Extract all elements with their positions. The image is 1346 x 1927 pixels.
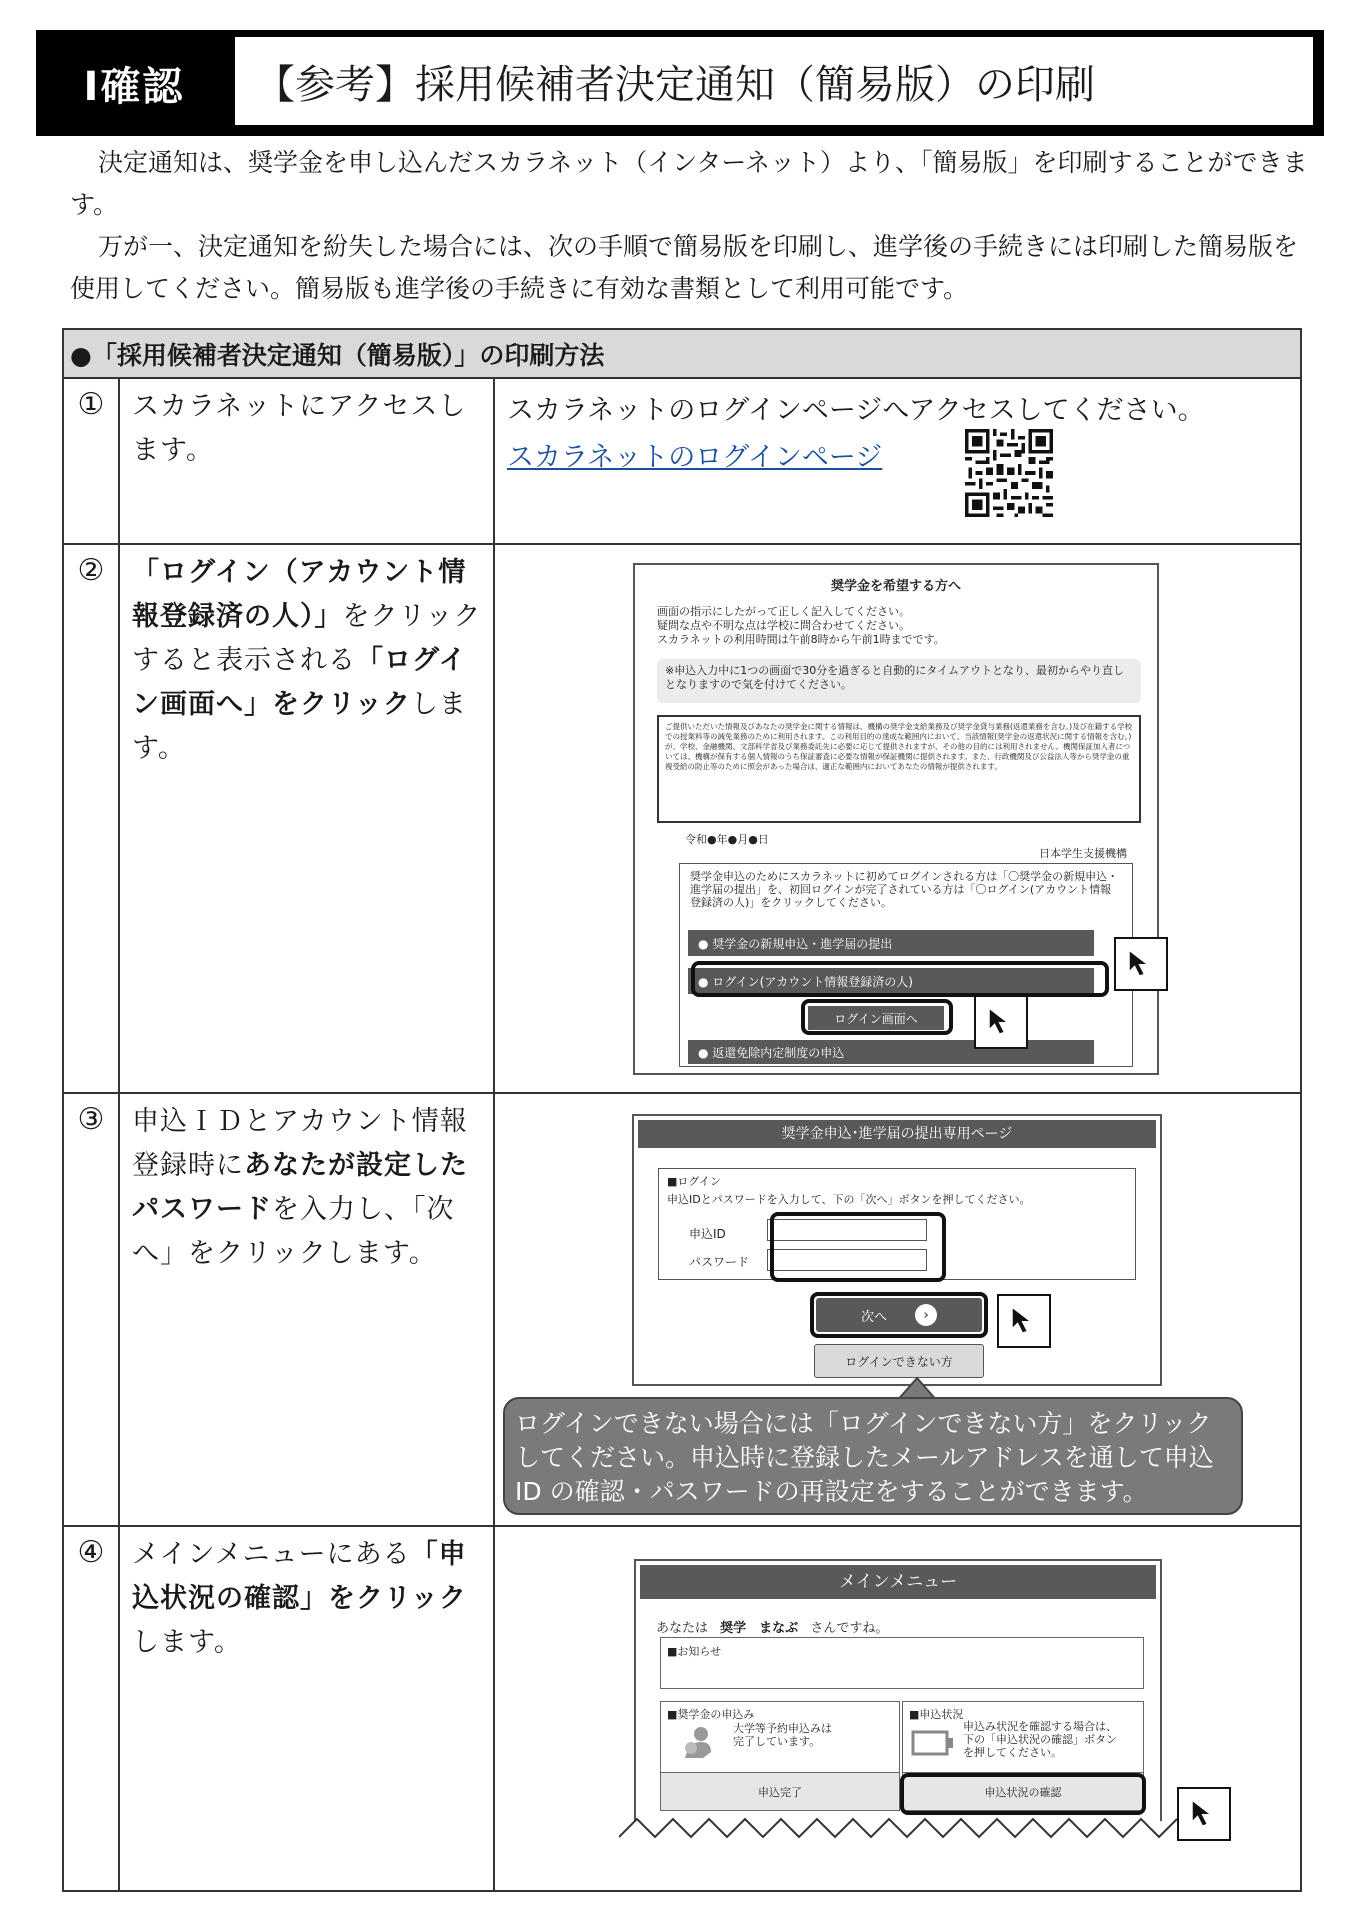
screen-instructions: 画面の指示にしたがって正しく記入してください。 疑問な点や不明な点は学校に問合わせてください。 スカラネットの利用時間は午前8時から午前1時までです。 bbox=[657, 605, 945, 646]
application-complete-button[interactable]: 申込完了 bbox=[661, 1772, 899, 1810]
user-icon bbox=[679, 1724, 715, 1760]
highlight-next-button bbox=[810, 1292, 988, 1338]
greeting-prefix: あなたは bbox=[656, 1621, 709, 1636]
step-text: を入力し、「次へ」をクリックします。 bbox=[132, 1194, 455, 1269]
step-content bbox=[495, 545, 1300, 1092]
highlight-login-option bbox=[691, 961, 1109, 997]
cursor-icon bbox=[1177, 1787, 1231, 1841]
section-tag: Ⅰ確認 bbox=[83, 63, 185, 110]
step-content bbox=[495, 1094, 1300, 1525]
user-greeting bbox=[656, 1617, 888, 1636]
step-description bbox=[120, 1527, 495, 1890]
step-description bbox=[120, 1094, 495, 1525]
torn-edge-wave bbox=[619, 1809, 1179, 1845]
greeting-suffix: さんですね。 bbox=[810, 1621, 889, 1636]
status-help-text: 申込み状況を確認する場合は、 下の「申込状況の確認」ボタン を押してください。 bbox=[963, 1720, 1117, 1759]
news-panel bbox=[660, 1637, 1144, 1689]
step-text: メインメニューにある bbox=[132, 1539, 411, 1570]
page-title: 【参考】採用候補者決定通知（簡易版）の印刷 bbox=[232, 34, 1316, 128]
access-instruction: スカラネットのログインページへアクセスしてください。 bbox=[507, 395, 1205, 426]
table-heading: ●「採用候補者決定通知（簡易版）」の印刷方法 bbox=[64, 330, 1300, 379]
cursor-icon bbox=[1114, 937, 1168, 991]
login-guide: 奨学金申込のためにスカラネットに初めてログインされる方は「〇奨学金の新規申込・進学届の提出」を、初回ログインが完了されている方は「〇ログイン(アカウント情報登録済の人)」をクリックしてください。 bbox=[690, 870, 1119, 909]
arrow-pointer-icon bbox=[1189, 1799, 1219, 1829]
next-label: 次へ bbox=[860, 1309, 887, 1325]
step-text: 申込ＩＤとアカウント情報登録時に bbox=[132, 1106, 468, 1181]
privacy-notice: ご提供いただいた情報及びあなたの奨学金に関する情報は、機構の奨学金支給業務及び奨学金貸与業務(返還業務を含む。)及び在籍する学校での授業料等の減免業務のために利用されます。この利用目的の達成な範囲内において、当該情報(奨学金の返還状況に関する情報を含む。)が、学校、金融機関、文部科学省及び業務委託先に必要に応じて提供されますが、その他の目的には利用されません。機関保証加入者については、機構が保有する個人情報のうち保証審査に必要な情報が保証機関に提供されます。また、行政機関及び公益法人等から奨学金の重複受給の防止等のために照会があった場合は、適正な範囲内においてあなたの情報が提供されます。 bbox=[657, 715, 1141, 823]
step-number: ③ bbox=[64, 1094, 120, 1525]
step-text: をクリックすると表示される bbox=[132, 601, 482, 676]
step-description: スカラネットにアクセスします。 bbox=[120, 379, 495, 543]
step-emphasis: 「申込状況の確認」をクリック bbox=[132, 1539, 467, 1614]
step-row-1 bbox=[64, 379, 1300, 545]
arrow-pointer-icon bbox=[1126, 949, 1156, 979]
step-number: ④ bbox=[64, 1527, 120, 1890]
page-header bbox=[36, 30, 1324, 136]
user-name: 奨学 まなぶ bbox=[720, 1621, 799, 1636]
step-text: します。 bbox=[132, 1627, 242, 1658]
screen-title: 奨学金申込･進学届の提出専用ページ bbox=[638, 1120, 1156, 1148]
account-login-option[interactable]: ● ログイン(アカウント情報登録済の人) bbox=[688, 968, 1094, 994]
screen-title: 奨学金を希望する方へ bbox=[830, 579, 961, 594]
step-text: します。 bbox=[132, 689, 467, 764]
application-title: ■奨学金の申込み bbox=[667, 1708, 755, 1721]
main-menu-screen bbox=[634, 1559, 1162, 1821]
step-emphasis: 「ログイン画面へ」をクリック bbox=[132, 645, 467, 720]
scholarship-intro-screen bbox=[633, 563, 1159, 1075]
login-instruction: 申込IDとパスワードを入力して、下の「次へ」ボタンを押してください。 bbox=[667, 1193, 1031, 1206]
intro-paragraph-2: 万が一、決定通知を紛失した場合には、次の手順で簡易版を印刷し、進学後の手続きには印刷した簡易版を使用してください。簡易版も進学後の手続きに有効な書類として利用可能です。 bbox=[70, 232, 1299, 303]
application-status-text: 大学等予約申込みは 完了しています。 bbox=[733, 1722, 832, 1748]
step-description bbox=[120, 545, 495, 1092]
id-label: 申込ID bbox=[689, 1227, 726, 1241]
check-status-button[interactable]: 申込状況の確認 bbox=[903, 1772, 1143, 1810]
step-number: ① bbox=[64, 379, 120, 543]
intro-paragraph-1: 決定通知は、奨学金を申し込んだスカラネット（インターネット）より、「簡易版」を印刷することができます。 bbox=[70, 148, 1308, 219]
highlight-login-button bbox=[801, 999, 953, 1035]
login-page-link[interactable]: スカラネットのログインページ bbox=[507, 442, 883, 473]
step-row-3 bbox=[64, 1094, 1300, 1527]
news-label: ■お知らせ bbox=[667, 1645, 722, 1658]
chevron-right-icon: › bbox=[915, 1304, 937, 1326]
step-number: ② bbox=[64, 545, 120, 1092]
cursor-icon bbox=[974, 995, 1028, 1049]
organization-name: 日本学生支援機構 bbox=[1039, 847, 1127, 860]
new-application-option[interactable]: ● 奨学金の新規申込・進学届の提出 bbox=[688, 930, 1094, 956]
login-screen-button[interactable]: ログイン画面へ bbox=[808, 1006, 944, 1030]
step-emphasis: 「ログイン（アカウント情報登録済の人）」 bbox=[132, 557, 467, 632]
qr-code-icon bbox=[965, 429, 1053, 517]
intro-text bbox=[70, 142, 1320, 310]
arrow-pointer-icon bbox=[1009, 1306, 1039, 1336]
exemption-option[interactable]: ● 返還免除内定制度の申込 bbox=[688, 1040, 1094, 1064]
timeout-note: ※申込入力中に1つの画面で30分を過ぎると自動的にタイムアウトとなり、最初からやり直しとなりますので気を付けてください。 bbox=[657, 659, 1141, 703]
laptop-icon bbox=[911, 1730, 955, 1758]
step-row-4 bbox=[64, 1527, 1300, 1890]
help-bubble: ログインできない場合には「ログインできない方」をクリックしてください。申込時に登録したメールアドレスを通して申込 ID の確認・パスワードの再設定をすることができます。 bbox=[503, 1397, 1243, 1515]
status-title: ■申込状況 bbox=[909, 1708, 964, 1721]
screen-title: メインメニュー bbox=[640, 1565, 1156, 1599]
login-screen bbox=[632, 1114, 1162, 1386]
highlight-credentials bbox=[770, 1212, 946, 1282]
application-panel bbox=[660, 1701, 900, 1811]
step-row-2 bbox=[64, 545, 1300, 1094]
password-label: パスワード bbox=[689, 1255, 750, 1269]
step-content bbox=[495, 379, 1300, 543]
steps-table bbox=[62, 328, 1302, 1892]
section-label: ■ログイン bbox=[667, 1175, 721, 1188]
cannot-login-button[interactable]: ログインできない方 bbox=[814, 1344, 984, 1378]
step-emphasis: あなたが設定したパスワード bbox=[132, 1150, 468, 1225]
cursor-icon bbox=[997, 1294, 1051, 1348]
arrow-pointer-icon bbox=[986, 1007, 1016, 1037]
notice-date: 令和●年●月●日 bbox=[685, 833, 769, 846]
step-content bbox=[495, 1527, 1300, 1890]
